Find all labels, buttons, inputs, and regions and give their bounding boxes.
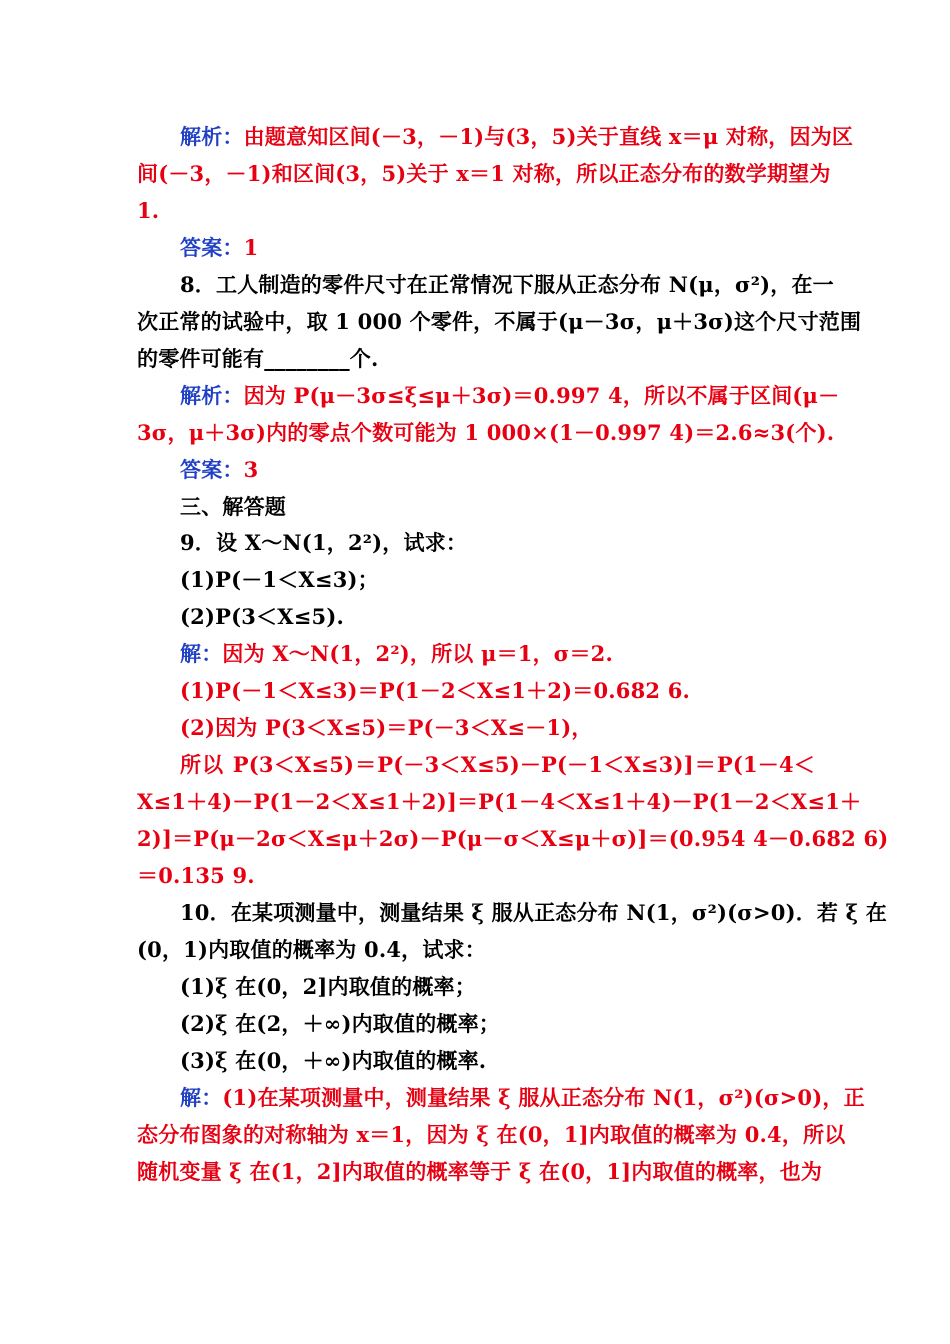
q7-answer-value: 1 — [243, 235, 259, 260]
q9-solution-line-4: 所以 P(3＜X≤5)＝P(－3＜X≤5)－P(－1＜X≤3)]＝P(1－4＜ — [180, 752, 815, 777]
q10-solution-line-1: 解：(1)在某项测量中，测量结果 ξ 服从正态分布 N(1，σ²)(σ>0)，正 — [180, 1085, 865, 1110]
q8-analysis-line-2: 3σ，μ＋3σ)内的零点个数可能为 1 000×(1－0.997 4)＝2.6≈3(个). — [137, 420, 835, 445]
q10-question-line-5: (3)ξ 在(0，＋∞)内取值的概率. — [180, 1048, 487, 1073]
q8-analysis-line-1: 解析：因为 P(μ－3σ≤ξ≤μ＋3σ)＝0.997 4，所以不属于区间(μ－ — [180, 383, 840, 408]
q8-answer — [180, 453, 815, 487]
q10-question-line-3: (1)ξ 在(0，2]内取值的概率； — [180, 974, 476, 999]
q9-solution-line-3: (2)因为 P(3＜X≤5)＝P(－3＜X≤－1)， — [180, 715, 593, 740]
q8-analysis-label: 解析： — [180, 383, 244, 408]
q9-question-line-3: (2)P(3＜X≤5). — [180, 604, 344, 629]
q9-solution-line-2: (1)P(－1＜X≤3)＝P(1－2＜X≤1＋2)＝0.682 6. — [180, 678, 691, 703]
q7-answer — [180, 231, 815, 265]
q8-question-line-3: 的零件可能有________个. — [137, 346, 379, 371]
q9-solution-label: 解： — [180, 641, 223, 666]
q10-solution-line-3: 随机变量 ξ 在(1，2]内取值的概率等于 ξ 在(0，1]内取值的概率，也为 — [137, 1159, 823, 1184]
q8-answer-label: 答案： — [180, 457, 244, 482]
q10-solution-line-2: 态分布图象的对称轴为 x＝1，因为 ξ 在(0，1]内取值的概率为 0.4，所以 — [137, 1122, 846, 1147]
q9-solution-line-7: ＝0.135 9. — [137, 863, 255, 888]
q10-question-line-2: (0，1)内取值的概率为 0.4，试求： — [137, 937, 486, 962]
q7-analysis-line-2: 间(－3，－1)和区间(3，5)关于 x＝1 对称，所以正态分布的数学期望为 — [137, 161, 831, 186]
q10-question-line-4: (2)ξ 在(2，＋∞)内取值的概率； — [180, 1011, 501, 1036]
q8-question-line-1: 8．工人制造的零件尺寸在正常情况下服从正态分布 N(μ，σ²)，在一 — [180, 272, 834, 297]
q7-analysis-line-1: 解析：由题意知区间(－3，－1)与(3，5)关于直线 x＝μ 对称，因为区 — [180, 124, 854, 149]
q7-analysis-label: 解析： — [180, 124, 244, 149]
q9-solution-line-1: 解：因为 X～N(1，2²)，所以 μ＝1，σ＝2. — [180, 641, 613, 666]
q10-solution-label: 解： — [180, 1085, 223, 1110]
q7-answer-label: 答案： — [180, 235, 244, 260]
q7-analysis-line-3: 1. — [137, 198, 160, 223]
q9-solution-line-6: 2)]＝P(μ－2σ＜X≤μ＋2σ)－P(μ－σ＜X≤μ＋σ)]＝(0.954 4－0.682 6) — [137, 826, 889, 851]
q9-question-line-1: 9．设 X～N(1，2²)，试求： — [180, 530, 468, 555]
q9-solution-line-5: X≤1＋4)－P(1－2＜X≤1＋2)]＝P(1－4＜X≤1＋4)－P(1－2＜X≤1＋ — [137, 789, 862, 814]
q10-question-line-1: 10．在某项测量中，测量结果 ξ 服从正态分布 N(1，σ²)(σ>0)．若 ξ 在 — [180, 900, 887, 925]
q8-answer-value: 3 — [243, 457, 259, 482]
section-title: 三、解答题 — [180, 494, 286, 519]
q9-question-line-2: (1)P(－1＜X≤3)； — [180, 567, 379, 592]
q8-question-line-2: 次正常的试验中，取 1 000 个零件，不属于(μ－3σ，μ＋3σ)这个尺寸范围 — [137, 309, 862, 334]
